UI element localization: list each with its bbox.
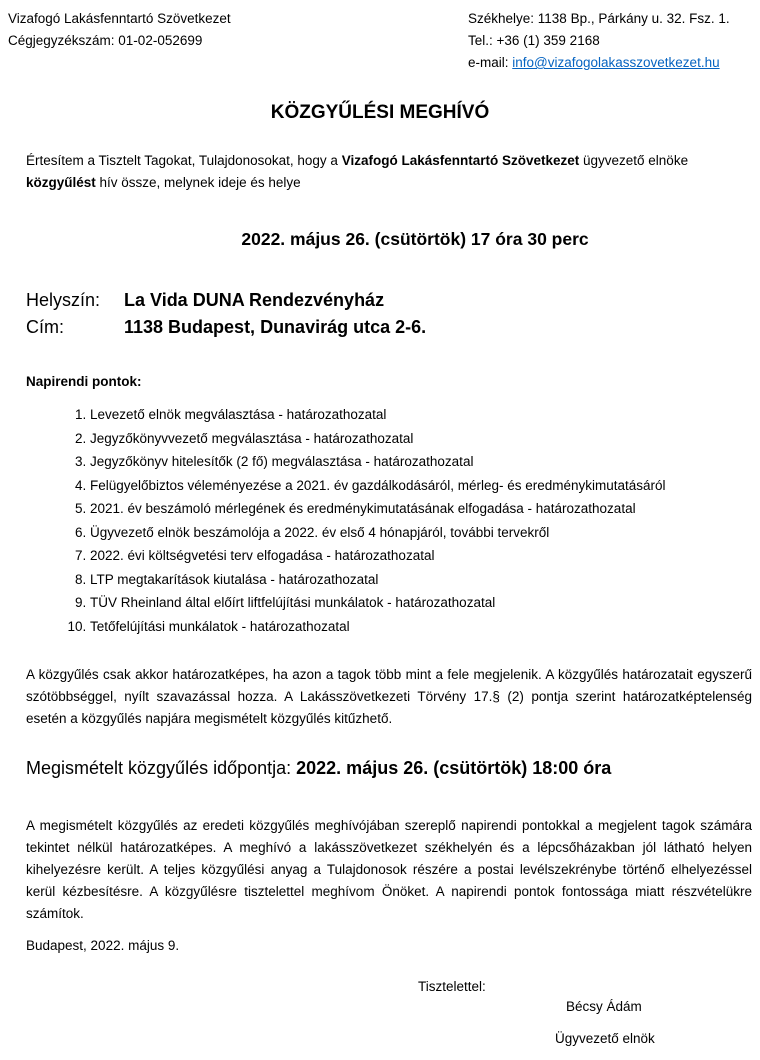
agenda-item: 4. Felügyelőbiztos véleményezése a 2021. év gazdálkodásáról, mérleg- és eredménykimutatásáról (90, 474, 760, 498)
venue-name (124, 290, 384, 311)
repeat-meeting-datetime: 2022. május 26. (csütörtök) 18:00 óra (296, 758, 612, 778)
email-label: e-mail: (468, 55, 513, 70)
venue-label: Helyszín: (26, 290, 101, 310)
quorum-paragraph: A közgyűlés csak akkor határozatképes, ha azon a tagok több mint a fele megjelenik. A közgyűlés határozatait egyszerű szótöbbséggel, nyílt szavazással hozza. A Lakásszövetkezeti Törvény 17.§ (2) pontja szerint határozatképtelenség esetén a közgyűlés napjára megismételt közgyűlés kitűzhető. (26, 667, 752, 726)
intro-assembly-word: közgyűlést (26, 175, 96, 190)
repeat-meeting-label: Megismételt közgyűlés időpontja: (26, 758, 297, 778)
org-name: Vizafogó Lakásfenntartó Szövetkezet (8, 11, 231, 26)
agenda-item: 2. Jegyzőkönyvvezető megválasztása - határozathozatal (90, 427, 760, 451)
agenda-item: 8. LTP megtakarítások kiutalása - határozathozatal (90, 568, 760, 592)
agenda-item: 5. 2021. év beszámoló mérlegének és eredménykimutatásának elfogadása - határozathozatal (90, 497, 760, 521)
place-date: Budapest, 2022. május 9. (26, 938, 180, 953)
intro-text-1: Értesítem a Tisztelt Tagokat, Tulajdonosokat, hogy a (26, 153, 342, 168)
meeting-datetime: 2022. május 26. (csütörtök) 17 óra 30 perc (241, 229, 589, 249)
agenda-item: 6. Ügyvezető elnök beszámolója a 2022. év első 4 hónapjáról, további tervekről (90, 521, 760, 545)
agenda-item: 7. 2022. évi költségvetési terv elfogadása - határozathozatal (90, 544, 760, 568)
repeat-meeting-paragraph: A megismételt közgyűlés az eredeti közgyűlés meghívójában szereplő napirendi pontokkal a megjelent tagok számára tekintet nélkül határozatképes. A meghívó a lakásszövetkezet székhelyén és a lépcsőházakban jól látható helyen kihelyezésre került. A teljes közgyűlési anyag a Tulajdonosok részére a postai levélszekrénybe történő elhelyezéssel kerül kézbesítésre. A közgyűlésre tisztelettel meghívom Önöket. A napirendi pontok fontossága miatt részvételükre számítok. (26, 818, 752, 921)
intro-text-2: ügyvezető elnöke (579, 153, 689, 168)
seat-address: Székhelye: 1138 Bp., Párkány u. 32. Fsz. 1. (468, 11, 730, 26)
repeat-meeting-line (26, 758, 611, 779)
agenda-item: 3. Jegyzőkönyv hitelesítők (2 fő) megválasztása - határozathozatal (90, 450, 760, 474)
phone-number: Tel.: +36 (1) 359 2168 (468, 33, 600, 48)
email-line (468, 52, 720, 74)
agenda-item: 1. Levezető elnök megválasztása - határozathozatal (90, 403, 760, 427)
document-title: KÖZGYŰLÉSI MEGHÍVÓ (270, 102, 490, 123)
address-label: Cím: (26, 317, 64, 337)
agenda-title: Napirendi pontok: (26, 374, 142, 389)
intro-org-name: Vizafogó Lakásfenntartó Szövetkezet (341, 153, 580, 168)
signature-role: Ügyvezető elnök (555, 1031, 655, 1046)
agenda-item: 9. TÜV Rheinland által előírt liftfelújítási munkálatok - határozathozatal (90, 591, 760, 615)
intro-paragraph (26, 150, 752, 194)
intro-text-3: hív össze, melynek ideje és helye (95, 175, 301, 190)
agenda-list (62, 403, 760, 638)
address-value (124, 317, 426, 338)
address-value-text: 1138 Budapest, Dunavirág utca 2-6. (124, 317, 427, 337)
signature-closing: Tisztelettel: (418, 979, 486, 994)
registration-number: Cégjegyzékszám: 01-02-052699 (8, 33, 203, 48)
email-link[interactable]: info@vizafogolakasszovetkezet.hu (512, 55, 720, 70)
signature-name: Bécsy Ádám (566, 999, 642, 1014)
agenda-item: 10. Tetőfelújítási munkálatok - határozathozatal (90, 615, 760, 639)
venue-name-text: La Vida DUNA Rendezvényház (124, 290, 385, 310)
